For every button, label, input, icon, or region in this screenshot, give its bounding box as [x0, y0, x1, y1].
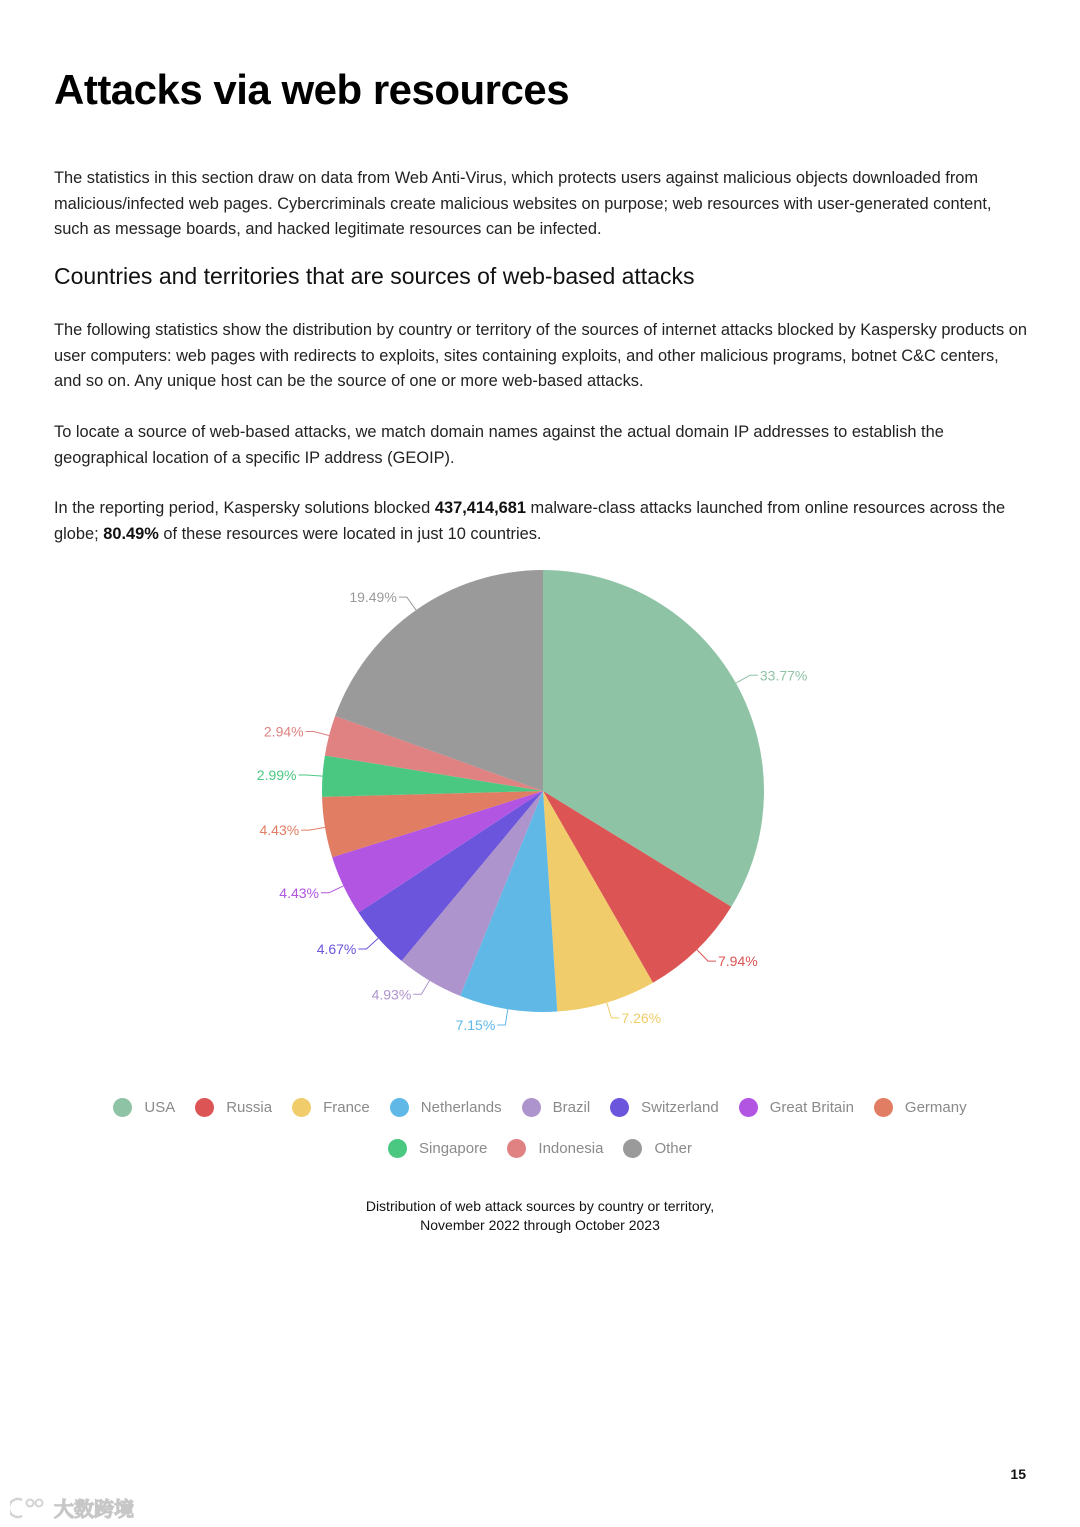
leader-line-brazil	[413, 981, 429, 995]
legend-label-other: Other	[654, 1140, 692, 1157]
page-number: 15	[1010, 1466, 1026, 1482]
legend-swatch-usa	[113, 1098, 132, 1117]
leader-line-other	[399, 597, 416, 610]
legend-swatch-russia	[195, 1098, 214, 1117]
legend-swatch-germany	[874, 1098, 893, 1117]
legend-label-switzerland: Switzerland	[641, 1099, 719, 1116]
data-label-france: 7.26%	[621, 1009, 662, 1026]
legend-label-netherlands: Netherlands	[420, 1099, 502, 1116]
legend-swatch-brazil	[522, 1098, 541, 1117]
legend-swatch-great-britain	[739, 1098, 758, 1117]
legend-label-indonesia: Indonesia	[538, 1140, 604, 1157]
watermark-logo-icon	[10, 1495, 50, 1521]
data-label-great-britain: 4.43%	[279, 884, 319, 901]
watermark	[10, 1493, 134, 1522]
data-label-other: 19.49%	[349, 589, 397, 606]
legend-label-germany: Germany	[904, 1099, 967, 1116]
legend-swatch-switzerland	[610, 1098, 629, 1117]
data-label-russia: 7.94%	[718, 953, 758, 970]
summary-paragraph	[54, 496, 1029, 547]
summary-text-middle: malware-class attacks launched from online resources across the globe;	[54, 499, 1006, 543]
legend-item-indonesia	[507, 1139, 603, 1158]
data-label-netherlands: 7.15%	[455, 1017, 496, 1033]
legend-item-great-britain	[739, 1098, 854, 1117]
page-title: Attacks via web resources	[54, 66, 570, 113]
attack-count: 437,414,681	[434, 499, 526, 517]
leader-line-usa	[736, 675, 758, 683]
legend-label-singapore: Singapore	[419, 1140, 488, 1157]
intro-paragraph: The statistics in this section draw on data from Web Anti-Virus, which protects users against malicious objects downloaded from malicious/infected web pages. Cybercriminals create malicious websites on purpose; web resources with user-generated content, such as message boards, and hacked legitimate resources can be infected.	[54, 169, 992, 238]
section-subtitle: Countries and territories that are sources of web-based attacks	[54, 263, 695, 289]
legend-item-brazil	[522, 1098, 591, 1117]
watermark-text: 大数跨境	[54, 1499, 134, 1521]
legend-item-germany	[874, 1098, 967, 1117]
legend-label-russia: Russia	[226, 1099, 273, 1116]
legend-swatch-singapore	[388, 1139, 407, 1158]
legend-item-other	[623, 1139, 692, 1158]
legend-row-secondary	[0, 1139, 1080, 1158]
caption-line-2: November 2022 through October 2023	[420, 1216, 660, 1233]
legend-swatch-netherlands	[390, 1098, 409, 1117]
data-label-usa: 33.77%	[759, 667, 808, 684]
legend-swatch-france	[292, 1098, 311, 1117]
data-label-indonesia: 2.94%	[263, 723, 304, 740]
legend-label-usa: USA	[144, 1099, 176, 1116]
legend-item-netherlands	[390, 1098, 502, 1117]
legend-item-usa	[113, 1098, 175, 1117]
leader-line-indonesia	[306, 732, 330, 736]
pie-chart	[0, 555, 1080, 1055]
legend-swatch-indonesia	[507, 1139, 526, 1158]
data-label-switzerland: 4.67%	[316, 941, 357, 957]
legend-item-france	[292, 1098, 370, 1117]
top10-share: 80.49%	[103, 524, 159, 543]
legend-item-singapore	[388, 1139, 487, 1158]
leader-line-singapore	[299, 775, 323, 776]
legend-item-switzerland	[610, 1098, 719, 1117]
leader-line-great-britain	[321, 886, 343, 893]
legend-swatch-other	[623, 1139, 642, 1158]
data-label-singapore: 2.99%	[256, 767, 297, 783]
data-label-brazil: 4.93%	[371, 986, 412, 1003]
legend-label-great-britain: Great Britain	[769, 1099, 854, 1116]
caption-line-1: Distribution of web attack sources by country or territory,	[365, 1198, 715, 1214]
distribution-paragraph: The following statistics show the distribution by country or territory of the sources of internet attacks blocked by Kaspersky products on user computers: web pages with redirects to exploits, sites containing exploits, and other malicious programs, botnet C&C centers, and so on. Any unique host can be the source of one or more web-based attacks.	[54, 321, 1027, 390]
legend-item-russia	[195, 1098, 272, 1117]
chart-caption	[0, 1197, 1080, 1234]
legend-row-primary	[0, 1098, 1080, 1117]
legend-label-france: France	[323, 1099, 370, 1116]
leader-line-russia	[697, 950, 716, 962]
legend-label-brazil: Brazil	[552, 1099, 591, 1116]
leader-line-germany	[301, 827, 325, 830]
leader-line-netherlands	[497, 1009, 508, 1025]
leader-line-switzerland	[358, 938, 378, 949]
geoip-paragraph: To locate a source of web-based attacks, we match domain names against the actual domain IP addresses to establish the geographical location of a specific IP address (GEOIP).	[54, 423, 944, 467]
data-label-germany: 4.43%	[259, 822, 300, 839]
leader-line-france	[607, 1003, 620, 1018]
summary-text-start: In the reporting period, Kaspersky solutions blocked	[54, 499, 435, 517]
summary-text-end: of these resources were located in just 10 countries.	[158, 524, 542, 543]
